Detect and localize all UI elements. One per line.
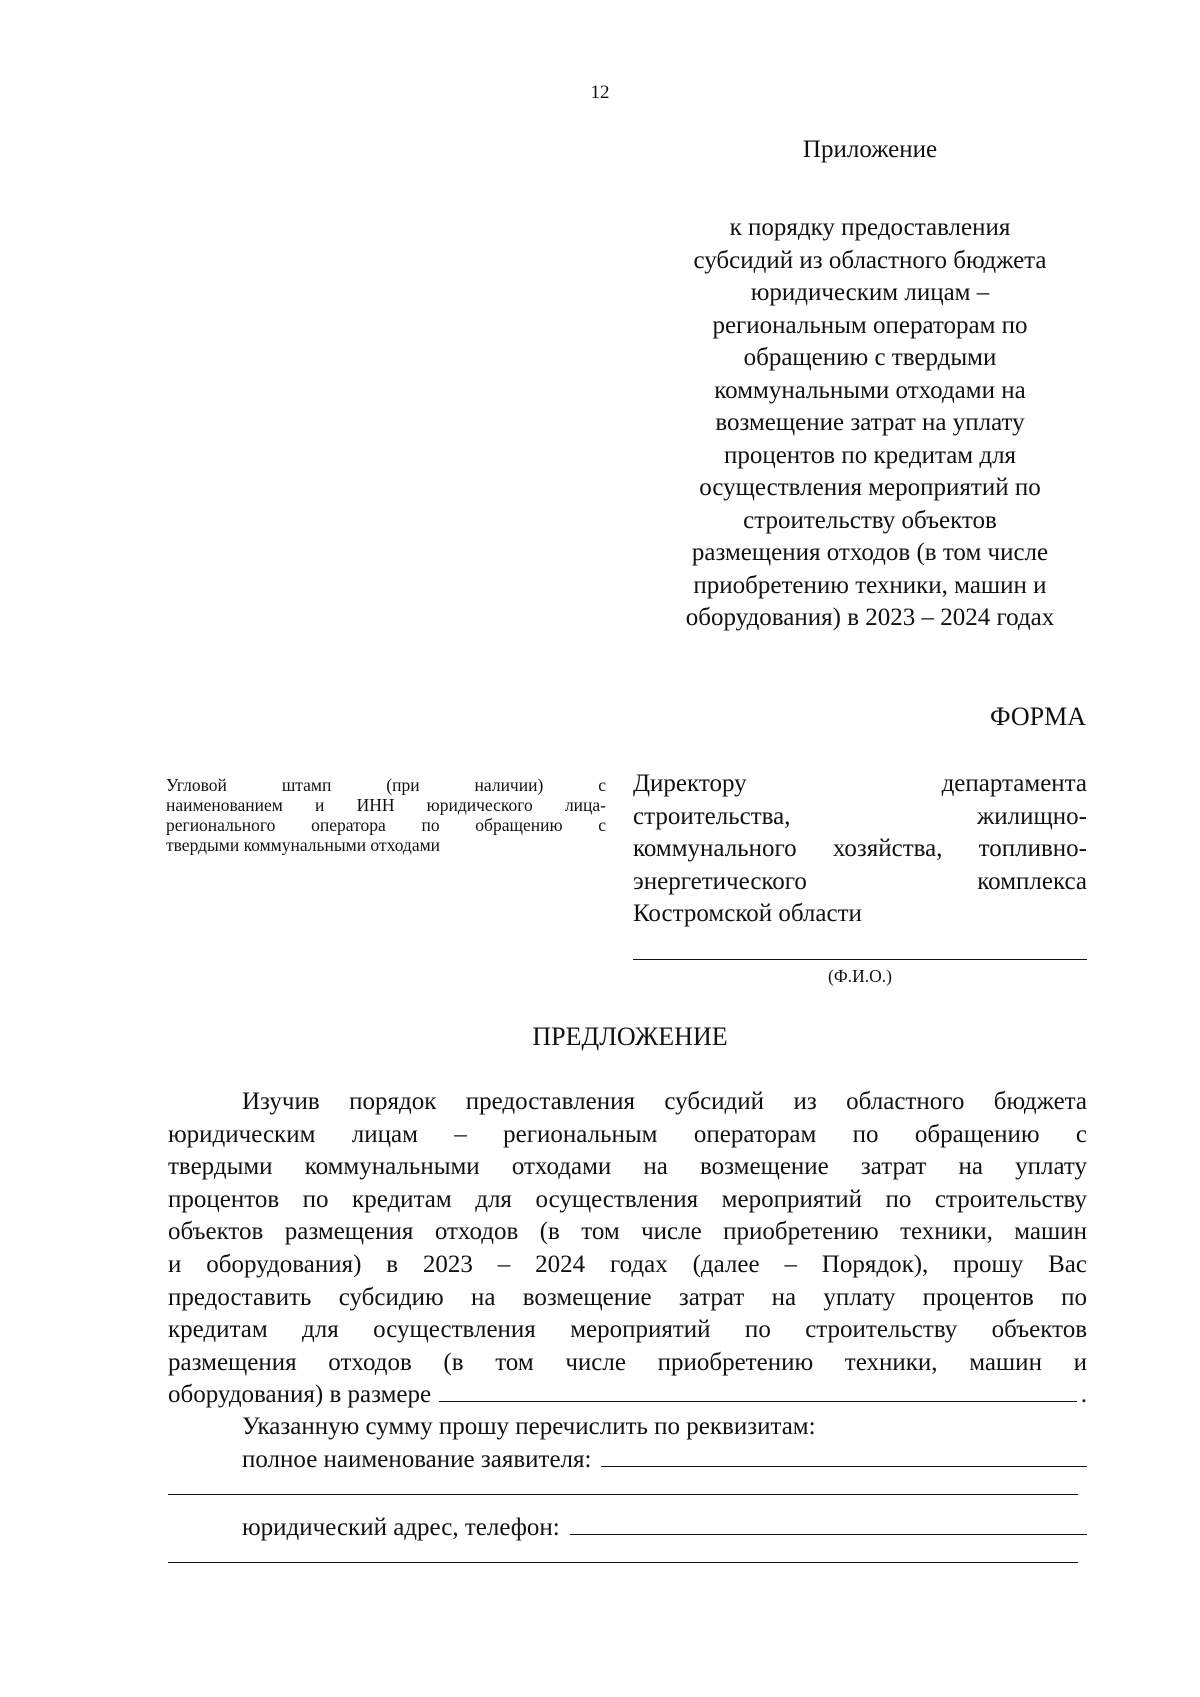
body-line: предоставить субсидию на возмещение затрат на уплату процентов по (168, 1283, 1087, 1311)
legal-address-blank-field[interactable] (570, 1512, 1087, 1535)
appendix-line: субсидий из областного бюджета (693, 246, 1047, 274)
proposal-body (168, 1086, 1087, 1412)
body-line: кредитам для осуществления мероприятий по строительству объектов (168, 1316, 1087, 1344)
body-line: твердыми коммунальными отходами на возмещение затрат на уплату (168, 1153, 1087, 1181)
applicant-name-blank-field[interactable] (601, 1444, 1087, 1467)
stamp-line: наименованием и ИНН юридического лица- (166, 795, 606, 815)
addressee-line: Директору департамента (633, 770, 1087, 797)
appendix-description (650, 212, 1090, 635)
amount-label: оборудования) в размере (168, 1381, 432, 1409)
addressee-line: Костромской области (633, 900, 862, 927)
body-line: объектов размещения отходов (в том числе приобретению техники, машин (168, 1218, 1087, 1246)
requisites-intro: Указанную сумму прошу перечислить по реквизитам: (242, 1413, 816, 1440)
page-number: 12 (590, 82, 610, 103)
body-line: юридическим лицам – региональным операторам по обращению с (168, 1120, 1087, 1148)
legal-address-label: юридический адрес, телефон: (242, 1514, 560, 1541)
appendix-line: размещения отходов (в том числе (691, 539, 1049, 566)
corner-stamp-note (166, 775, 606, 855)
document-title: ПРЕДЛОЖЕНИЕ (532, 1022, 728, 1051)
appendix-line: процентов по кредитам для (723, 441, 1017, 469)
addressee-line: коммунального хозяйства, топливно- (633, 835, 1087, 862)
fio-caption: (Ф.И.О.) (828, 966, 892, 986)
addressee-line: строительства, жилищно- (633, 802, 1087, 830)
applicant-name-row (168, 1444, 1087, 1477)
appendix-line: осуществления мероприятий по (699, 474, 1041, 501)
body-line: и оборудования) в 2023 – 2024 годах (далее – Порядок), прошу Вас (168, 1250, 1087, 1278)
legal-address-row (168, 1512, 1087, 1545)
applicant-name-fill (168, 1444, 1087, 1477)
stamp-line: Угловой штамп (при наличии) с (166, 775, 606, 795)
appendix-line: возмещение затрат на уплату (715, 409, 1025, 436)
body-line: Изучив порядок предоставления субсидий из областного бюджета (242, 1088, 1087, 1115)
stamp-line: регионального оператора по обращению с (166, 815, 606, 835)
appendix-line: к порядку предоставления (729, 214, 1011, 241)
applicant-name-label: полное наименование заявителя: (242, 1446, 592, 1473)
addressee-line: энергетического комплекса (633, 867, 1087, 895)
body-line: размещения отходов (в том числе приобретению техники, машин и (168, 1348, 1087, 1376)
applicant-name-continuation-line[interactable] (168, 1494, 1078, 1495)
appendix-line: обращению с твердыми (743, 344, 997, 371)
addressee-block (633, 768, 1087, 931)
amount-blank-field[interactable] (439, 1379, 1077, 1402)
appendix-title: Приложение (802, 136, 938, 163)
form-label: ФОРМА (990, 702, 1086, 731)
appendix-line: строительству объектов (743, 506, 997, 534)
legal-address-fill (168, 1512, 1087, 1545)
appendix-line: оборудования) в 2023 – 2024 годах (685, 604, 1055, 631)
amount-row (168, 1379, 1087, 1412)
requisites-intro-row (168, 1411, 1087, 1444)
stamp-line: твердыми коммунальными отходами (166, 835, 441, 855)
legal-address-continuation-line[interactable] (168, 1562, 1078, 1563)
body-line: процентов по кредитам для осуществления мероприятий по строительству (168, 1185, 1087, 1213)
appendix-line: приобретению техники, машин и (693, 571, 1047, 599)
appendix-line: юридическим лицам – (750, 279, 990, 306)
appendix-line: региональным операторам по (712, 311, 1028, 339)
appendix-line: коммунальными отходами на (714, 376, 1026, 404)
fio-blank-line[interactable] (633, 959, 1087, 960)
amount-period: . (1080, 1381, 1087, 1409)
